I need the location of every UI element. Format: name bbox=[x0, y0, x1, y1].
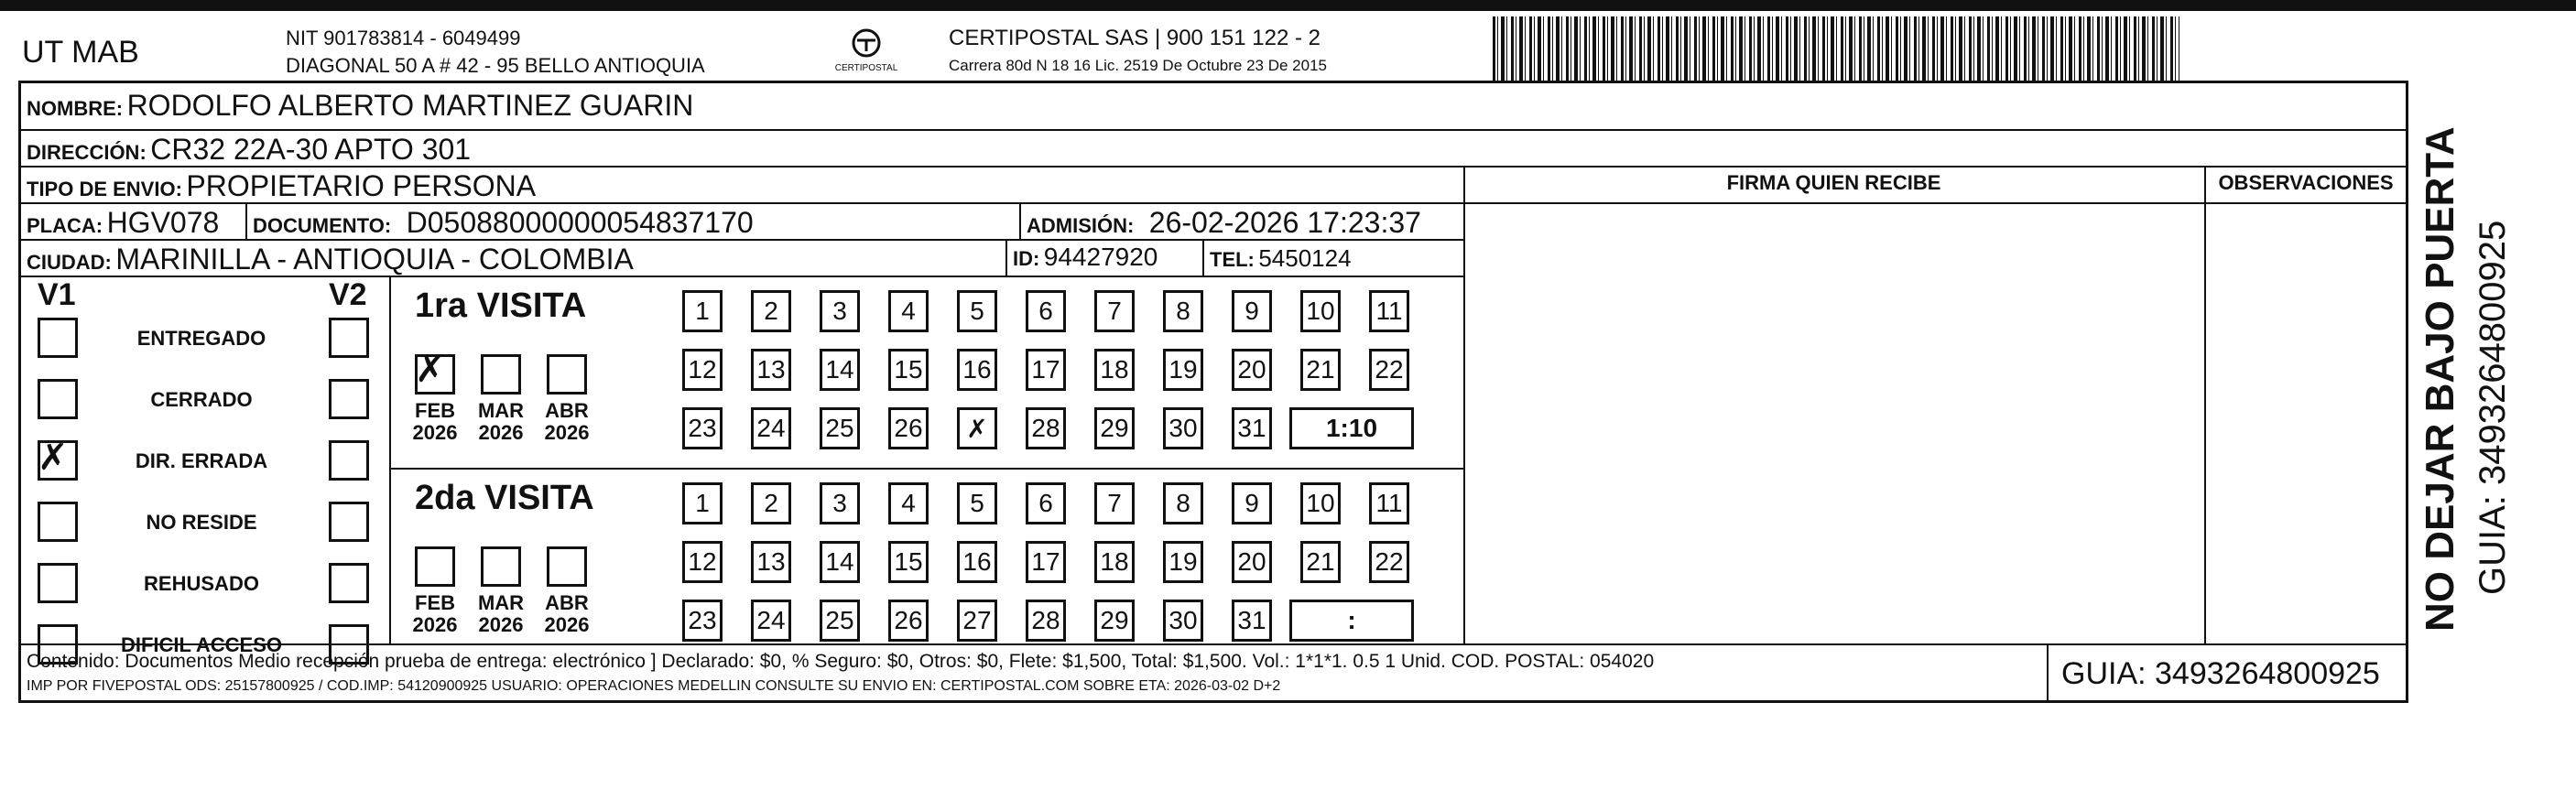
month-year-label bbox=[473, 592, 528, 636]
observaciones-label: OBSERVACIONES bbox=[2218, 171, 2394, 194]
first-day-box[interactable]: 15 bbox=[888, 349, 929, 391]
first-day-box[interactable]: 12 bbox=[682, 349, 723, 391]
tipo-value: PROPIETARIO PERSONA bbox=[186, 169, 537, 202]
first-day-box[interactable]: 14 bbox=[820, 349, 860, 391]
rule bbox=[389, 468, 1463, 470]
month-label: MAR bbox=[477, 591, 525, 614]
firma-label: FIRMA QUIEN RECIBE bbox=[1726, 171, 1941, 194]
month-year-label bbox=[539, 592, 594, 636]
id-label: ID: bbox=[1013, 247, 1040, 270]
side-guia: GUIA: 3493264800925 bbox=[2473, 220, 2513, 595]
first-day-box[interactable]: 11 bbox=[1369, 290, 1409, 332]
second-day-box[interactable]: 26 bbox=[888, 600, 929, 642]
status-label: DIR. ERRADA bbox=[135, 449, 268, 472]
tipo-label: TIPO DE ENVIO: bbox=[27, 178, 182, 200]
status-label: REHUSADO bbox=[144, 572, 259, 595]
nombre-value: RODOLFO ALBERTO MARTINEZ GUARIN bbox=[126, 89, 694, 122]
rule bbox=[1202, 239, 1204, 276]
first-day-box[interactable]: 20 bbox=[1232, 349, 1272, 391]
month-year-label bbox=[408, 400, 462, 444]
first-day-box[interactable]: ✗ bbox=[957, 407, 997, 449]
status-v1-checkbox[interactable] bbox=[38, 563, 78, 603]
status-v2-checkbox[interactable] bbox=[329, 318, 369, 358]
first-day-box[interactable]: 25 bbox=[820, 407, 860, 449]
status-v1-checkbox[interactable] bbox=[38, 624, 78, 665]
company-name: UT MAB bbox=[22, 35, 139, 70]
check-mark-icon: ✗ bbox=[38, 437, 69, 479]
second-day-box[interactable]: 31 bbox=[1232, 600, 1272, 642]
tel-value: 5450124 bbox=[1258, 244, 1352, 272]
rule bbox=[21, 129, 2406, 131]
first-day-box[interactable]: 6 bbox=[1026, 290, 1066, 332]
first-day-box[interactable]: 9 bbox=[1232, 290, 1272, 332]
documento-value: D05088000000054837170 bbox=[406, 206, 754, 239]
first-day-box[interactable]: 29 bbox=[1094, 407, 1135, 449]
shipping-card bbox=[18, 81, 2408, 703]
first-day-box[interactable]: 26 bbox=[888, 407, 929, 449]
second-time-box[interactable]: : bbox=[1289, 600, 1414, 642]
status-label: NO RESIDE bbox=[146, 511, 257, 534]
second-day-box[interactable]: 28 bbox=[1026, 600, 1066, 642]
first-day-box[interactable]: 30 bbox=[1163, 407, 1203, 449]
status-v1-checkbox[interactable] bbox=[38, 502, 78, 542]
second-day-box[interactable]: 2 bbox=[751, 482, 791, 524]
status-v2-checkbox[interactable] bbox=[329, 440, 369, 481]
first-day-box[interactable]: 22 bbox=[1369, 349, 1409, 391]
year-label: 2026 bbox=[544, 421, 590, 444]
second-day-box[interactable]: 21 bbox=[1300, 541, 1341, 583]
second-day-box[interactable]: 1 bbox=[682, 482, 723, 524]
footer-line-2: IMP POR FIVEPOSTAL ODS: 25157800925 / COD.IMP: 54120900925 USUARIO: OPERACIONES MEDELLIN CONSULTE SU ENVIO EN: CERTIPOSTAL.COM SOBRE ETA: 2026-03-02 D+2 bbox=[27, 678, 1281, 694]
guia-box: GUIA: 3493264800925 bbox=[2061, 656, 2380, 691]
second-day-box[interactable]: 30 bbox=[1163, 600, 1203, 642]
first-day-box[interactable]: 13 bbox=[751, 349, 791, 391]
year-label: 2026 bbox=[412, 421, 458, 444]
first-day-box[interactable]: 7 bbox=[1094, 290, 1135, 332]
second-day-box[interactable]: 13 bbox=[751, 541, 791, 583]
first-day-box[interactable]: 2 bbox=[751, 290, 791, 332]
second-day-box[interactable]: 22 bbox=[1369, 541, 1409, 583]
second-day-box[interactable]: 15 bbox=[888, 541, 929, 583]
company-address: DIAGONAL 50 A # 42 - 95 BELLO ANTIOQUIA bbox=[286, 54, 705, 77]
ciudad-value: MARINILLA - ANTIOQUIA - COLOMBIA bbox=[115, 243, 634, 276]
year-label: 2026 bbox=[478, 421, 524, 444]
first-day-box[interactable]: 4 bbox=[888, 290, 929, 332]
first-day-box[interactable]: 5 bbox=[957, 290, 997, 332]
second-day-box[interactable]: 3 bbox=[820, 482, 860, 524]
top-edge-bar bbox=[0, 0, 2576, 11]
direccion-label: DIRECCIÓN: bbox=[27, 141, 147, 164]
status-v2-checkbox[interactable] bbox=[329, 379, 369, 419]
rule bbox=[1019, 202, 1021, 239]
second-day-box[interactable]: 11 bbox=[1369, 482, 1409, 524]
first-month-checkbox[interactable] bbox=[547, 354, 587, 395]
status-label: ENTREGADO bbox=[136, 327, 266, 350]
second-day-box[interactable]: 14 bbox=[820, 541, 860, 583]
month-label: FEB bbox=[415, 399, 455, 422]
first-day-box[interactable]: 18 bbox=[1094, 349, 1135, 391]
second-visit-title: 2da VISITA bbox=[415, 479, 594, 517]
second-day-box[interactable]: 18 bbox=[1094, 541, 1135, 583]
first-day-box[interactable]: 16 bbox=[957, 349, 997, 391]
year-label: 2026 bbox=[412, 613, 458, 636]
status-v1-checkbox[interactable] bbox=[38, 379, 78, 419]
rule bbox=[2047, 643, 2049, 703]
second-day-box[interactable]: 7 bbox=[1094, 482, 1135, 524]
first-day-box[interactable]: 10 bbox=[1300, 290, 1341, 332]
logo-icon bbox=[848, 27, 885, 59]
first-day-box[interactable]: 3 bbox=[820, 290, 860, 332]
second-day-box[interactable]: 12 bbox=[682, 541, 723, 583]
first-day-box[interactable]: 24 bbox=[751, 407, 791, 449]
v2-label: V2 bbox=[329, 277, 367, 312]
month-year-label bbox=[408, 592, 462, 636]
first-day-box[interactable]: 28 bbox=[1026, 407, 1066, 449]
first-day-box[interactable]: 1 bbox=[682, 290, 723, 332]
rule bbox=[1463, 166, 1465, 643]
status-label: CERRADO bbox=[150, 388, 253, 411]
rule bbox=[2204, 166, 2206, 643]
certipostal-logo bbox=[830, 27, 903, 73]
second-month-checkbox[interactable] bbox=[547, 546, 587, 587]
first-visit-title: 1ra VISITA bbox=[415, 286, 587, 325]
month-label: MAR bbox=[477, 399, 525, 422]
check-mark-icon: ✗ bbox=[415, 349, 446, 391]
second-day-box[interactable]: 24 bbox=[751, 600, 791, 642]
direccion-value: CR32 22A-30 APTO 301 bbox=[150, 133, 472, 166]
admision-label: ADMISIÓN: bbox=[1027, 214, 1135, 237]
nombre-label: NOMBRE: bbox=[27, 97, 124, 120]
second-day-box[interactable]: 29 bbox=[1094, 600, 1135, 642]
first-time-box[interactable]: 1:10 bbox=[1289, 407, 1414, 449]
month-year-label bbox=[473, 400, 528, 444]
placa-label: PLACA: bbox=[27, 214, 103, 237]
rule bbox=[389, 276, 391, 643]
second-day-box[interactable]: 20 bbox=[1232, 541, 1272, 583]
second-day-box[interactable]: 10 bbox=[1300, 482, 1341, 524]
month-year-label bbox=[539, 400, 594, 444]
second-day-box[interactable]: 25 bbox=[820, 600, 860, 642]
v1-label: V1 bbox=[38, 277, 76, 312]
year-label: 2026 bbox=[478, 613, 524, 636]
second-day-box[interactable]: 23 bbox=[682, 600, 723, 642]
documento-label: DOCUMENTO: bbox=[253, 214, 392, 237]
first-day-box[interactable]: 31 bbox=[1232, 407, 1272, 449]
second-day-box[interactable]: 17 bbox=[1026, 541, 1066, 583]
first-day-box[interactable]: 23 bbox=[682, 407, 723, 449]
month-label: ABR bbox=[545, 399, 589, 422]
footer-line-1: Contenido: Documentos Medio recepción prueba de entrega: electrónico ] Declarado: $0, % Seguro: $0, Otros: $0, Flete: $1,500, Total: $1,500. Vol.: 1*1*1. 0.5 1 Unid. COD. POSTAL: 054020 bbox=[27, 651, 1655, 672]
tel-label: TEL: bbox=[1210, 248, 1255, 271]
second-day-box[interactable]: 4 bbox=[888, 482, 929, 524]
second-day-box[interactable]: 5 bbox=[957, 482, 997, 524]
first-month-checkbox[interactable] bbox=[481, 354, 521, 395]
second-day-box[interactable]: 16 bbox=[957, 541, 997, 583]
rule bbox=[245, 202, 247, 239]
second-day-box[interactable]: 19 bbox=[1163, 541, 1203, 583]
barcode bbox=[1493, 16, 2179, 82]
placa-value: HGV078 bbox=[106, 206, 220, 239]
admision-value: 26-02-2026 17:23:37 bbox=[1148, 206, 1421, 239]
side-notice: NO DEJAR BAJO PUERTA bbox=[2418, 126, 2462, 632]
status-v2-checkbox[interactable] bbox=[329, 624, 369, 665]
rule bbox=[1005, 239, 1007, 276]
first-day-box[interactable]: 8 bbox=[1163, 290, 1203, 332]
second-day-box[interactable]: 27 bbox=[957, 600, 997, 642]
status-v1-checkbox[interactable] bbox=[38, 318, 78, 358]
first-day-box[interactable]: 21 bbox=[1300, 349, 1341, 391]
month-label: FEB bbox=[415, 591, 455, 614]
status-v2-checkbox[interactable] bbox=[329, 563, 369, 603]
status-label: DIFICIL ACCESO bbox=[120, 633, 282, 656]
logo-text: CERTIPOSTAL bbox=[834, 63, 898, 73]
status-v2-checkbox[interactable] bbox=[329, 502, 369, 542]
carrier-license: Carrera 80d N 18 16 Lic. 2519 De Octubre 23 De 2015 bbox=[949, 57, 1327, 74]
carrier-name: CERTIPOSTAL SAS | 900 151 122 - 2 bbox=[949, 26, 1321, 50]
ciudad-label: CIUDAD: bbox=[27, 251, 112, 274]
year-label: 2026 bbox=[544, 613, 590, 636]
second-month-checkbox[interactable] bbox=[415, 546, 455, 587]
first-day-box[interactable]: 17 bbox=[1026, 349, 1066, 391]
second-day-box[interactable]: 9 bbox=[1232, 482, 1272, 524]
second-day-box[interactable]: 6 bbox=[1026, 482, 1066, 524]
month-label: ABR bbox=[545, 591, 589, 614]
first-day-box[interactable]: 19 bbox=[1163, 349, 1203, 391]
second-month-checkbox[interactable] bbox=[481, 546, 521, 587]
company-nit: NIT 901783814 - 6049499 bbox=[286, 27, 521, 49]
id-value: 94427920 bbox=[1043, 243, 1158, 271]
second-day-box[interactable]: 8 bbox=[1163, 482, 1203, 524]
